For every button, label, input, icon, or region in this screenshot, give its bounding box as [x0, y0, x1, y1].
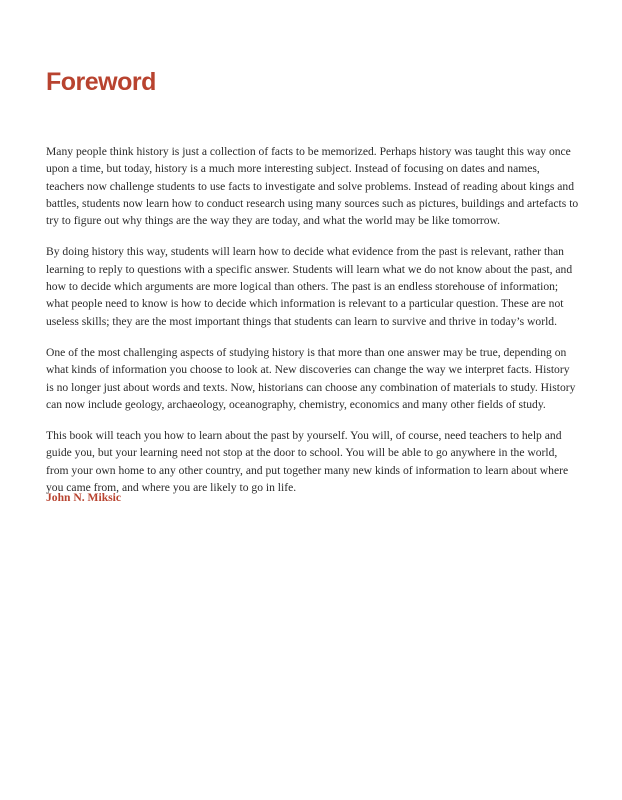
page-title: Foreword: [46, 68, 156, 96]
paragraph-1: Many people think history is just a collection of facts to be memorized. Perhaps history was taught this way once upon a time, but today, history is a much more interesting subject. Instead of focusing on dates and names, teachers now challenge students to use facts to investigate and solve problems. Instead of reading about kings and battles, students now learn how to conduct research using many sources such as pictures, buildings and artefacts to try to figure out why things are the way they are today, and what the world may be like tomorrow.: [46, 145, 579, 228]
paragraph-3: One of the most challenging aspects of studying history is that more than one answer may be true, depending on what kinds of information you choose to look at. New discoveries can change the way we interpret facts. History is no longer just about words and texts. Now, historians can choose any combination of materials to study. History can now include geology, archaeology, oceanography, chemistry, economics and many other fields of study.: [46, 345, 576, 411]
author-signature: John N. Miksic: [46, 491, 122, 504]
paragraph-4: This book will teach you how to learn about the past by yourself. You will, of course, need teachers to help and guide you, but your learning need not stop at the door to school. You will be able to go anywhere in the world, from your own home to any other country, and put together many new kinds of information to learn about where you came from, and where you are likely to go in life.: [46, 429, 569, 495]
foreword-body: [46, 143, 580, 510]
paragraph-2: By doing history this way, students will learn how to decide what evidence from the past is relevant, rather than learning to reply to questions with a specific answer. Students will learn what we do not know about the past, and how to decide which arguments are more logical than others. The past is an endless storehouse of information; what people need to know is how to decide which information is relevant to a particular question. These are not useless skills; they are the most important things that students can learn to survive and thrive in today’s world.: [46, 245, 573, 328]
